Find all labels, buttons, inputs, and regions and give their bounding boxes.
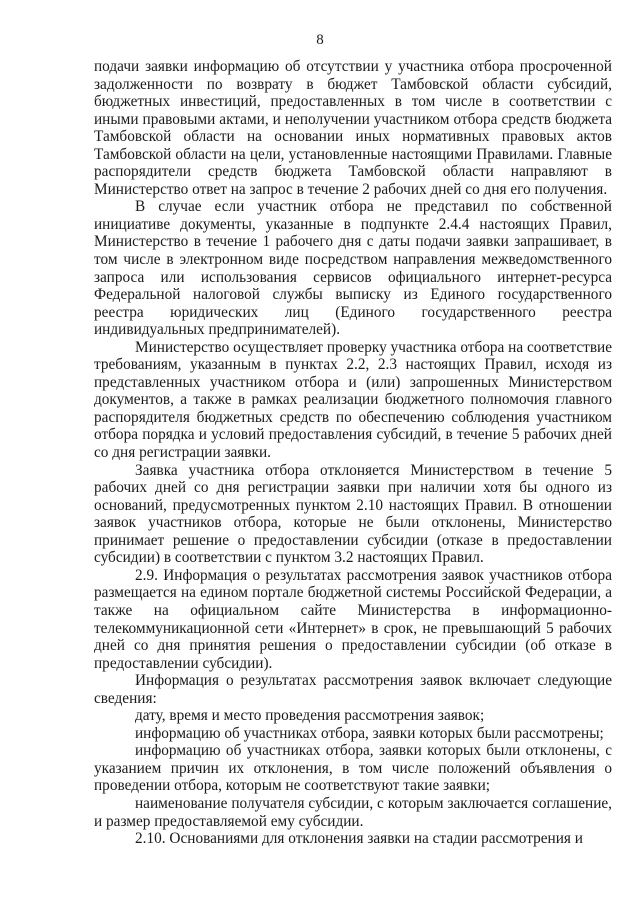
list-item: наименование получателя субсидии, с которым заключается соглашение, и размер предоставляемой ему субсидии. — [94, 794, 612, 830]
list-item: дату, время и место проведения рассмотрения заявок; — [135, 707, 485, 725]
page-number: 8 — [316, 32, 324, 48]
paragraph: 2.10. Основаниями для отклонения заявки на стадии рассмотрения и — [135, 830, 583, 848]
document-body — [94, 58, 612, 848]
paragraph: В случае если участник отбора не представил по собственной инициативе документы, указанные в подпункте 2.4.4 настоящих Правил, Министерство в течение 1 рабочего дня с даты подачи заявки запрашивает, в том числе в электронном виде посредством направления межведомственного запроса или использования сервисов официального интернет-ресурса Федеральной налоговой службы выписку из Единого государственного реестра юридических лиц (Единого государственного реестра индивидуальных предпринимателей). — [94, 198, 612, 339]
paragraph: Информация о результатах рассмотрения заявок включает следующие сведения: — [94, 672, 612, 707]
paragraph: Заявка участника отбора отклоняется Министерством в течение 5 рабочих дней со дня регистрации заявки при наличии хотя бы одного из оснований, предусмотренных пунктом 2.10 настоящих Правил. В отношении заявок участников отбора, которые не были отклонены, Министерство принимает решение о предоставлении субсидии (отказе в предоставлении субсидии) в соответствии с пунктом 3.2 настоящих Правил. — [94, 461, 612, 567]
paragraph: 2.9. Информация о результатах рассмотрения заявок участников отбора размещается на едином портале бюджетной системы Российской Федерации, а также на официальном сайте Министерства в информационно-телекоммуникационной сети «Интернет» в срок, не превышающий 5 рабочих дней со дня принятия решения о предоставлении субсидии (об отказе в предоставлении субсидии). — [94, 566, 612, 672]
list-item: информацию об участниках отбора, заявки которых были рассмотрены; — [135, 724, 604, 742]
paragraph: подачи заявки информацию об отсутствии у участника отбора просроченной задолженности по возврату в бюджет Тамбовской области субсидий, бюджетных инвестиций, предоставленных в том числе в соответствии с иными правовыми актами, и неполучении участником отбора средств бюджета Тамбовской области на основании иных нормативных правовых актов Тамбовской области на цели, установленные настоящими Правилами. Главные распорядители средств бюджета Тамбовской области направляют в Министерство ответ на запрос в течение 2 рабочих дней со дня его получения. — [94, 58, 612, 198]
list-item: информацию об участниках отбора, заявки которых были отклонены, с указанием причин их отклонения, в том числе положений объявления о проведении отбора, которым не соответствуют такие заявки; — [94, 742, 612, 795]
paragraph: Министерство осуществляет проверку участника отбора на соответствие требованиям, указанным в пунктах 2.2, 2.3 настоящих Правил, исходя из представленных участником отбора и (или) запрошенных Министерством документов, а также в рамках реализации бюджетного полномочия главного распорядителя бюджетных средств по обеспечению соблюдения участником отбора порядка и условий предоставления субсидий, в течение 5 рабочих дней со дня регистрации заявки. — [94, 338, 613, 462]
